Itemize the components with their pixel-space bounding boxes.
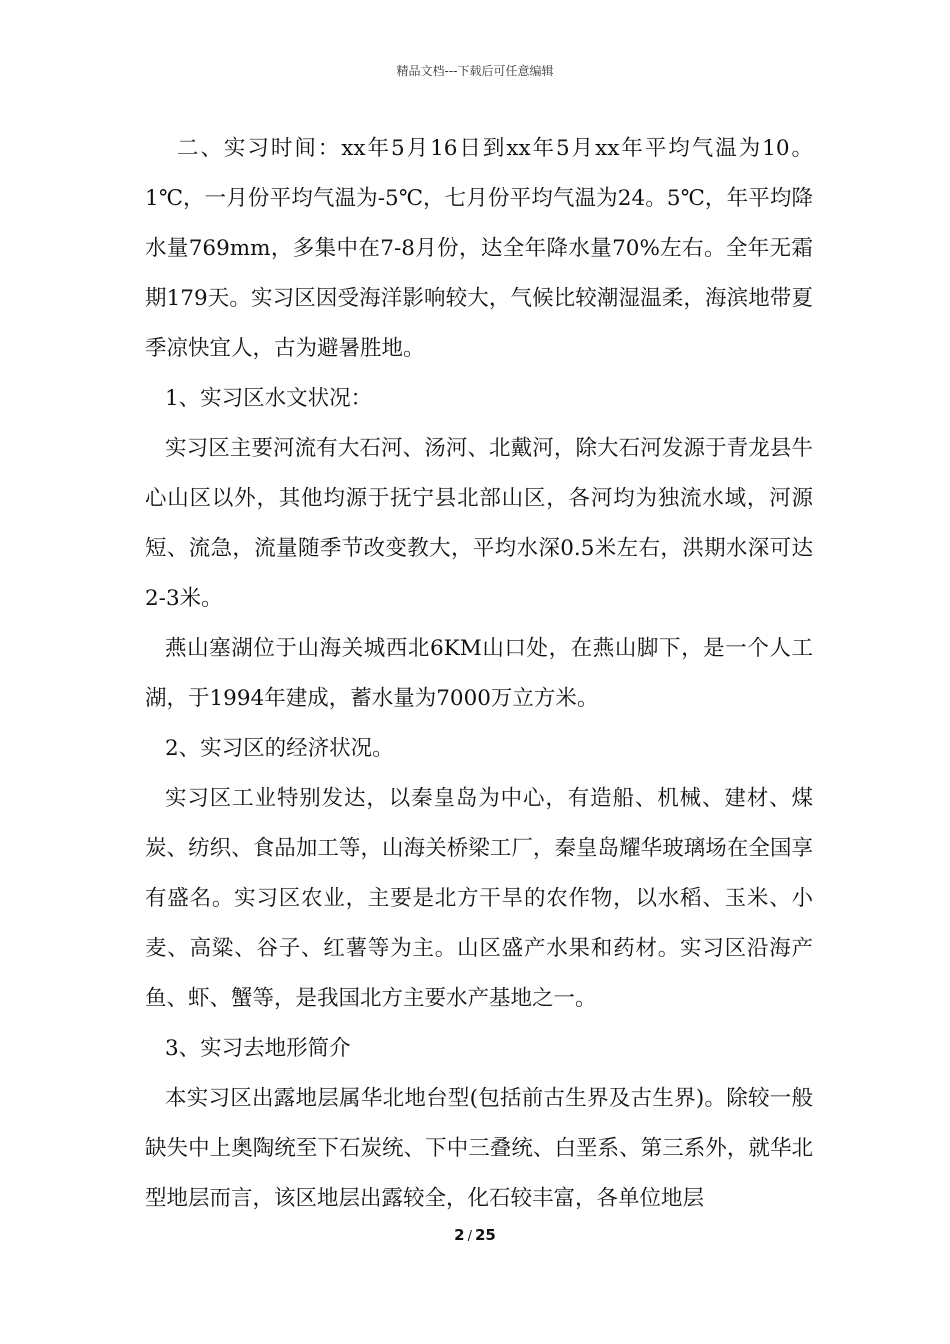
paragraph-economy: 实习区工业特别发达，以秦皇岛为中心，有造船、机械、建材、煤炭、纺织、食品加工等，山海关桥梁工厂，秦皇岛耀华玻璃场在全国享有盛名。实习区农业，主要是北方干旱的农作物，以水稻、玉米、小麦、高粱、谷子、红薯等为主。山区盛产水果和药材。实习区沿海产鱼、虾、蟹等，是我国北方主要水产基地之一。 xyxy=(145,786,813,1011)
total-pages-number: 25 xyxy=(474,1226,496,1244)
paragraph-strata: 本实习区出露地层属华北地台型(包括前古生界及古生界)。除较一般缺失中上奥陶统至下石炭统、下中三叠统、白垩系、第三系外，就华北型地层而言，该区地层出露较全，化石较丰富，各单位地层 xyxy=(145,1086,813,1211)
heading-terrain: 3、实习去地形简介 xyxy=(165,1036,351,1061)
paragraph-yanshan-lake: 燕山塞湖位于山海关城西北6KM山口处，在燕山脚下，是一个人工湖，于1994年建成，蓄水量为7000万立方米。 xyxy=(145,636,813,711)
page-number xyxy=(0,1226,950,1244)
document-body xyxy=(145,124,813,1224)
paragraph-rivers: 实习区主要河流有大石河、汤河、北戴河，除大石河发源于青龙县牛心山区以外，其他均源于抚宁县北部山区，各河均为独流水域，河源短、流急，流量随季节改变教大，平均水深0.5米左右，洪期水深可达2-3米。 xyxy=(145,436,813,611)
page-number-separator: / xyxy=(467,1229,472,1244)
heading-economy: 2、实习区的经济状况。 xyxy=(165,736,394,761)
page-header: 精品文档---下载后可任意编辑 xyxy=(396,64,554,78)
paragraph-internship-time: 二、实习时间：xx年5月16日到xx年5月xx年平均气温为10。1℃，一月份平均气温为-5℃，七月份平均气温为24。5℃，年平均降水量769mm，多集中在7-8月份，达全年降水量70%左右。全年无霜期179天。实习区因受海洋影响较大，气候比较潮湿温柔，海滨地带夏季凉快宜人，古为避暑胜地。 xyxy=(145,136,813,361)
current-page-number: 2 xyxy=(454,1226,465,1244)
heading-hydrology: 1、实习区水文状况： xyxy=(165,386,373,411)
